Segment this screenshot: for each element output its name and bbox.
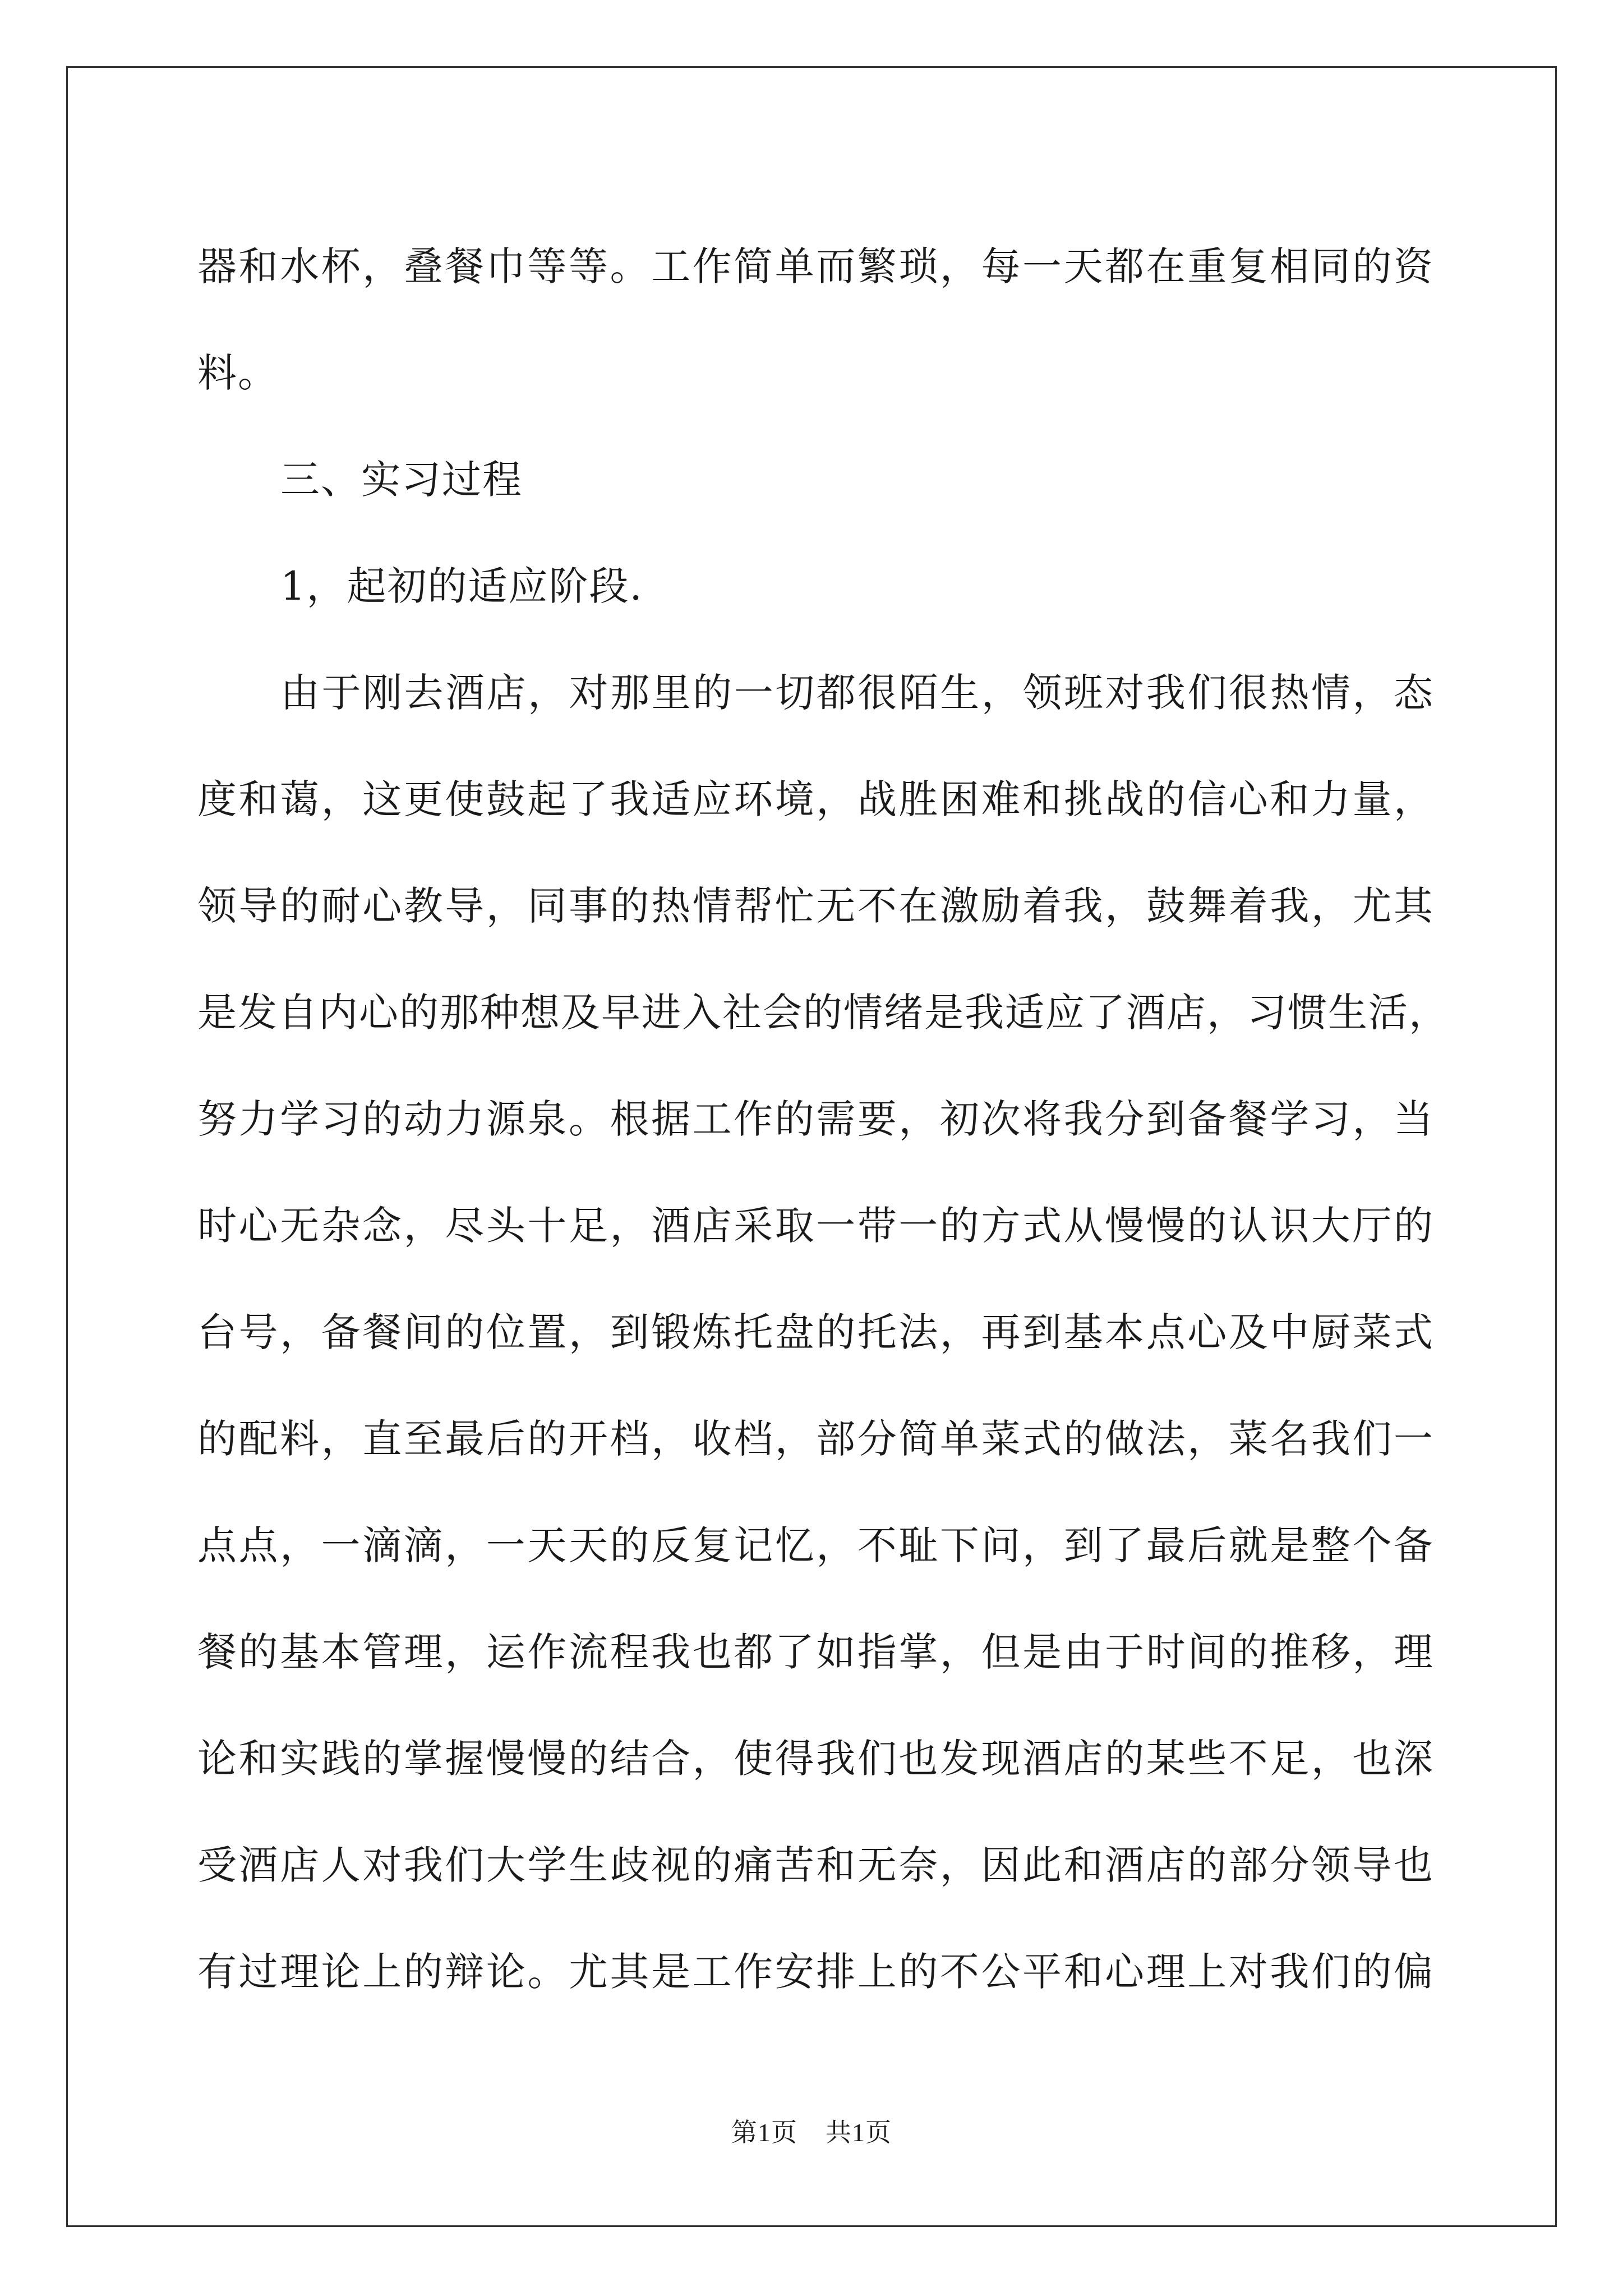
paragraph-line: 受酒店人对我们大学生歧视的痛苦和无奈，因此和酒店的部分领导也: [197, 1842, 1434, 1888]
page-footer: [0, 2112, 1623, 2149]
paragraph-line: 餐的基本管理，运作流程我也都了如指掌，但是由于时间的推移，理: [197, 1629, 1434, 1675]
paragraph-line: 有过理论上的辩论。尤其是工作安排上的不公平和心理上对我们的偏: [197, 1949, 1434, 1995]
subsection-heading: 1，起初的适应阶段.: [280, 563, 643, 609]
paragraph-line: 台号，备餐间的位置，到锻炼托盘的托法，再到基本点心及中厨菜式: [197, 1309, 1434, 1355]
paragraph-line: 料。: [197, 350, 278, 396]
paragraph-line: 由于刚去酒店，对那里的一切都很陌生，领班对我们很热情，态: [280, 670, 1434, 716]
section-heading: 三、实习过程: [280, 457, 523, 503]
paragraph-line: 领导的耐心教导，同事的热情帮忙无不在激励着我，鼓舞着我，尤其: [197, 883, 1434, 929]
page-total: 共1页: [826, 2118, 892, 2147]
paragraph-line: 器和水杯，叠餐巾等等。工作简单而繁琐，每一天都在重复相同的资: [197, 243, 1434, 289]
paragraph-line: 度和蔼，这更使鼓起了我适应环境，战胜困难和挑战的信心和力量，: [197, 776, 1434, 822]
paragraph-line: 时心无杂念，尽头十足，酒店采取一带一的方式从慢慢的认识大厅的: [197, 1203, 1434, 1249]
paragraph-line: 努力学习的动力源泉。根据工作的需要，初次将我分到备餐学习，当: [197, 1096, 1434, 1142]
page-number: 第1页: [731, 2118, 797, 2147]
paragraph-line: 是发自内心的那种想及早进入社会的情绪是我适应了酒店，习惯生活，: [197, 990, 1449, 1036]
paragraph-line: 的配料，直至最后的开档，收档，部分简单菜式的做法，菜名我们一: [197, 1416, 1434, 1462]
paragraph-line: 论和实践的掌握慢慢的结合，使得我们也发现酒店的某些不足，也深: [197, 1736, 1434, 1782]
paragraph-line: 点点，一滴滴，一天天的反复记忆，不耻下问，到了最后就是整个备: [197, 1522, 1434, 1568]
document-body: [197, 213, 1449, 2025]
